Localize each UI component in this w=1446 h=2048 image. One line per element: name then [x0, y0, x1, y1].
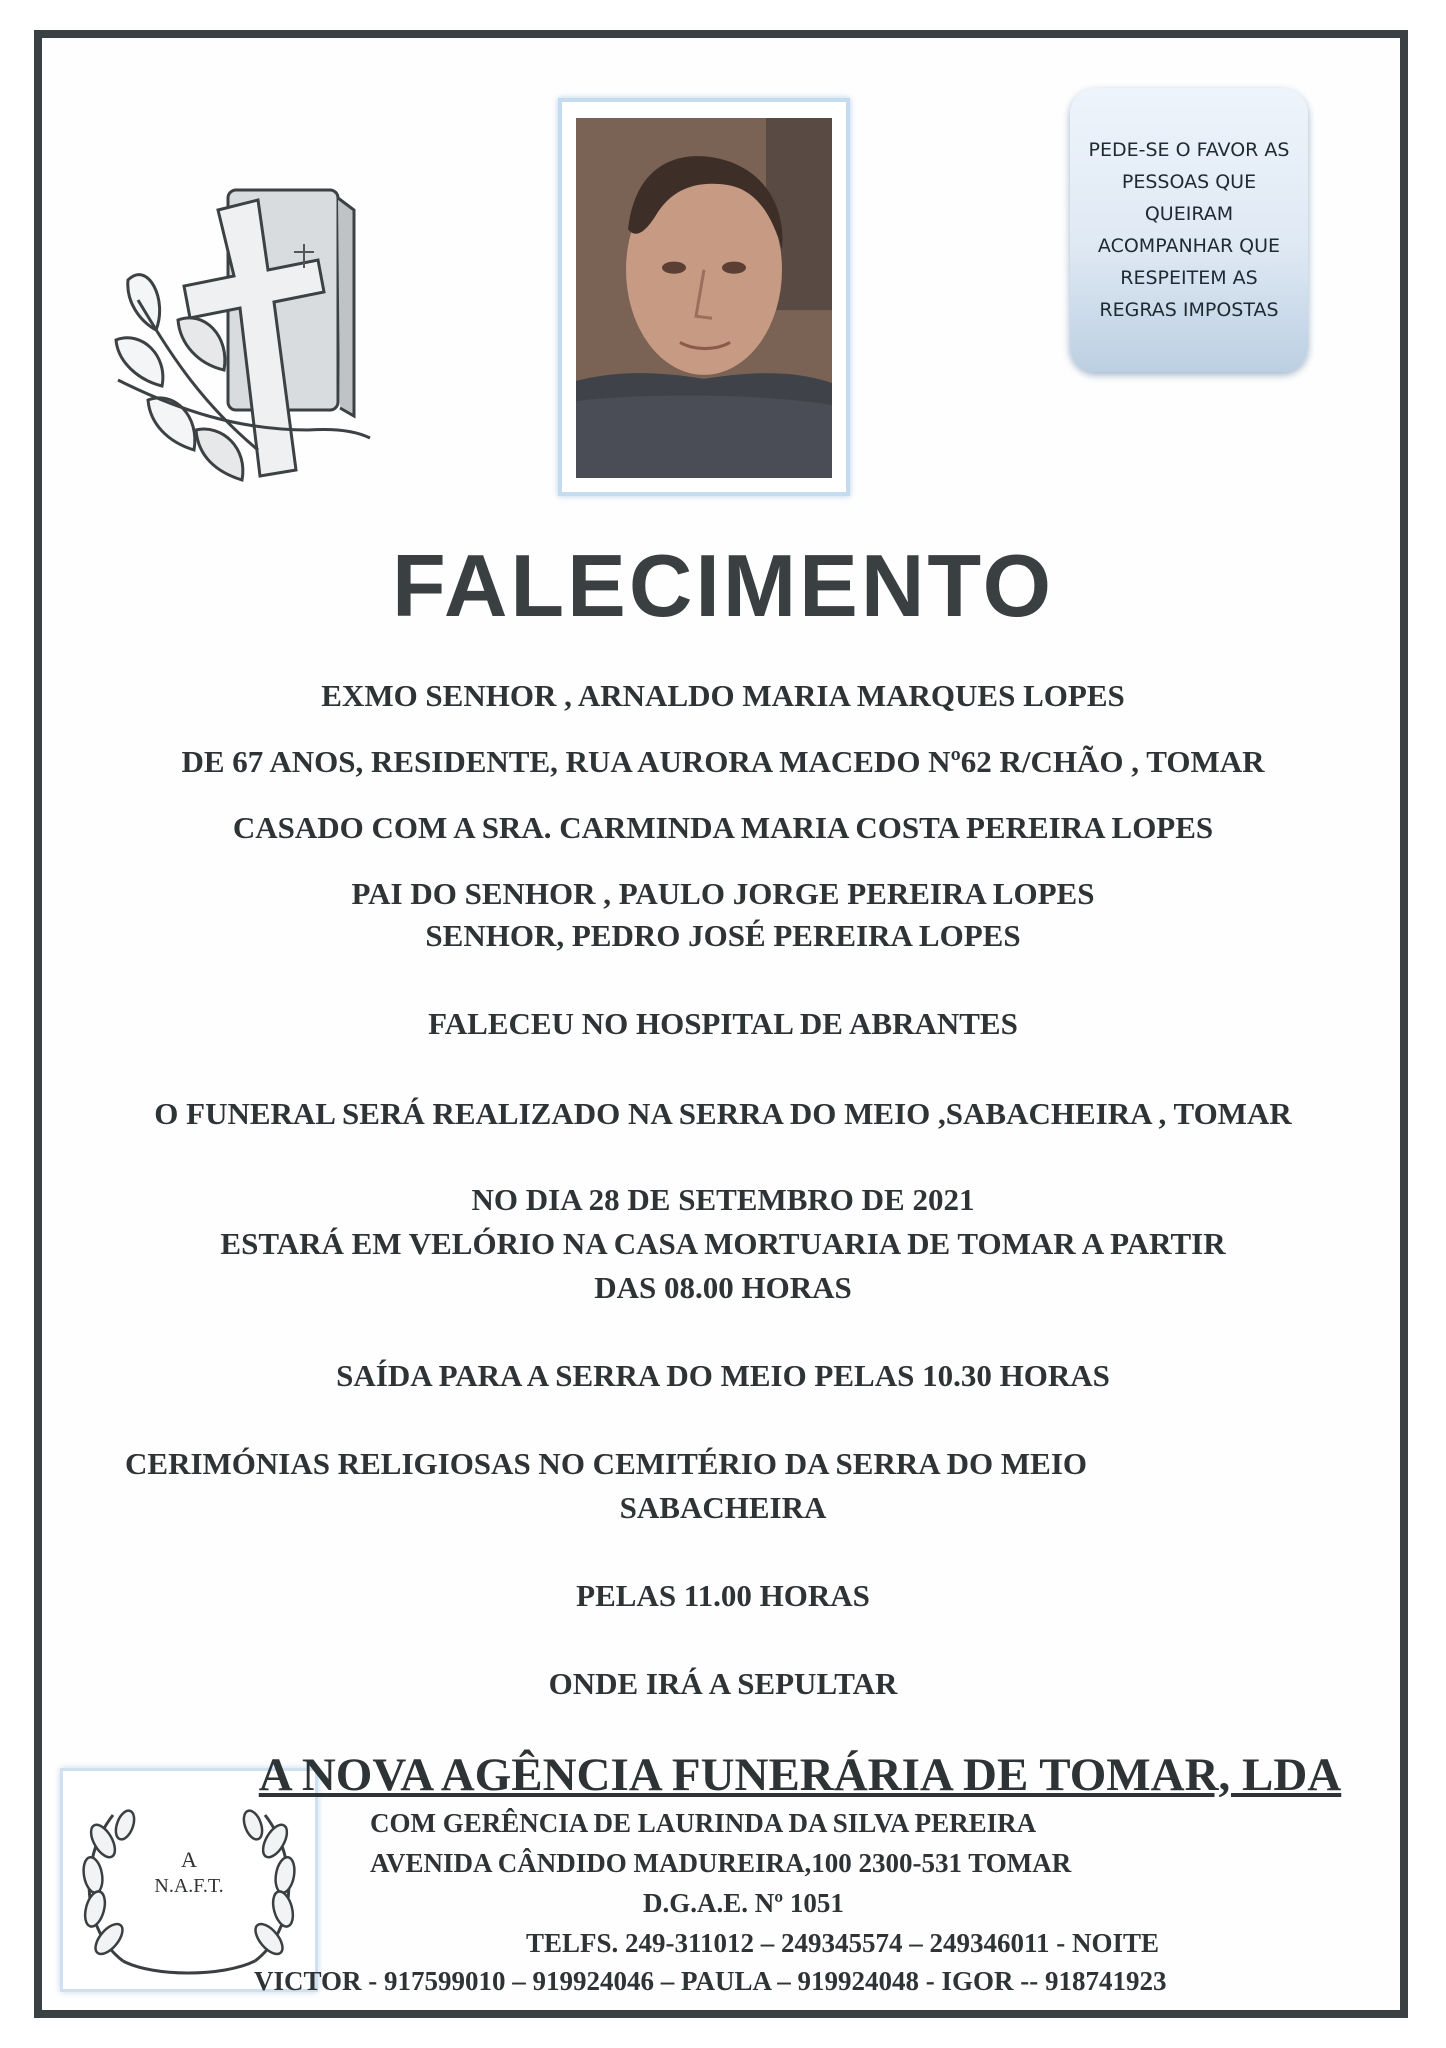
line-residence: DE 67 ANOS, RESIDENTE, RUA AURORA MACEDO Nº62 R/CHÃO , TOMAR: [181, 744, 1265, 779]
line-name: EXMO SENHOR , ARNALDO MARIA MARQUES LOPES: [321, 678, 1125, 713]
agency-license: D.G.A.E. Nº 1051: [643, 1888, 844, 1918]
cross-lilies-icon: [108, 180, 376, 490]
line-funeral-location: O FUNERAL SERÁ REALIZADO NA SERRA DO MEIO ,SABACHEIRA , TOMAR: [154, 1096, 1292, 1131]
agency-night-contacts: VICTOR - 917599010 – 919924046 – PAULA – 919924048 - IGOR -- 918741923: [254, 1966, 1167, 1996]
line-date: NO DIA 28 DE SETEMBRO DE 2021: [471, 1182, 975, 1217]
notice-box: [1070, 88, 1308, 372]
agency-phones: TELFS. 249-311012 – 249345574 – 249346011 - NOITE: [526, 1928, 1160, 1958]
line-ceremony: CERIMÓNIAS RELIGIOSAS NO CEMITÉRIO DA SERRA DO MEIO: [125, 1446, 1088, 1481]
page-title: FALECIMENTO: [391, 536, 1055, 635]
agency-address: AVENIDA CÂNDIDO MADUREIRA,100 2300-531 TOMAR: [370, 1848, 1072, 1878]
line-children-1: PAI DO SENHOR , PAULO JORGE PEREIRA LOPES: [351, 876, 1095, 911]
agency-management: COM GERÊNCIA DE LAURINDA DA SILVA PEREIRA: [370, 1808, 1037, 1838]
portrait-photo: [558, 98, 850, 496]
line-wake: ESTARÁ EM VELÓRIO NA CASA MORTUARIA DE TOMAR A PARTIR: [220, 1226, 1226, 1261]
notice-text: PEDE-SE O FAVOR AS PESSOAS QUE QUEIRAM ACOMPANHAR QUE RESPEITEM AS REGRAS IMPOSTAS: [1088, 139, 1290, 321]
line-ceremony-time: PELAS 11.00 HORAS: [576, 1578, 870, 1613]
agency-name: A NOVA AGÊNCIA FUNERÁRIA DE TOMAR, LDA: [258, 1749, 1342, 1801]
line-wake-time: DAS 08.00 HORAS: [594, 1270, 852, 1305]
line-burial: ONDE IRÁ A SEPULTAR: [548, 1666, 898, 1701]
line-children-2: SENHOR, PEDRO JOSÉ PEREIRA LOPES: [425, 918, 1021, 953]
line-hospital: FALECEU NO HOSPITAL DE ABRANTES: [428, 1006, 1018, 1041]
line-spouse: CASADO COM A SRA. CARMINDA MARIA COSTA PEREIRA LOPES: [232, 810, 1214, 845]
line-departure: SAÍDA PARA A SERRA DO MEIO PELAS 10.30 HORAS: [336, 1358, 1110, 1393]
line-ceremony-place: SABACHEIRA: [619, 1490, 827, 1525]
logo-initials: N.A.F.T.: [154, 1875, 224, 1897]
logo-letter: A: [181, 1847, 197, 1872]
